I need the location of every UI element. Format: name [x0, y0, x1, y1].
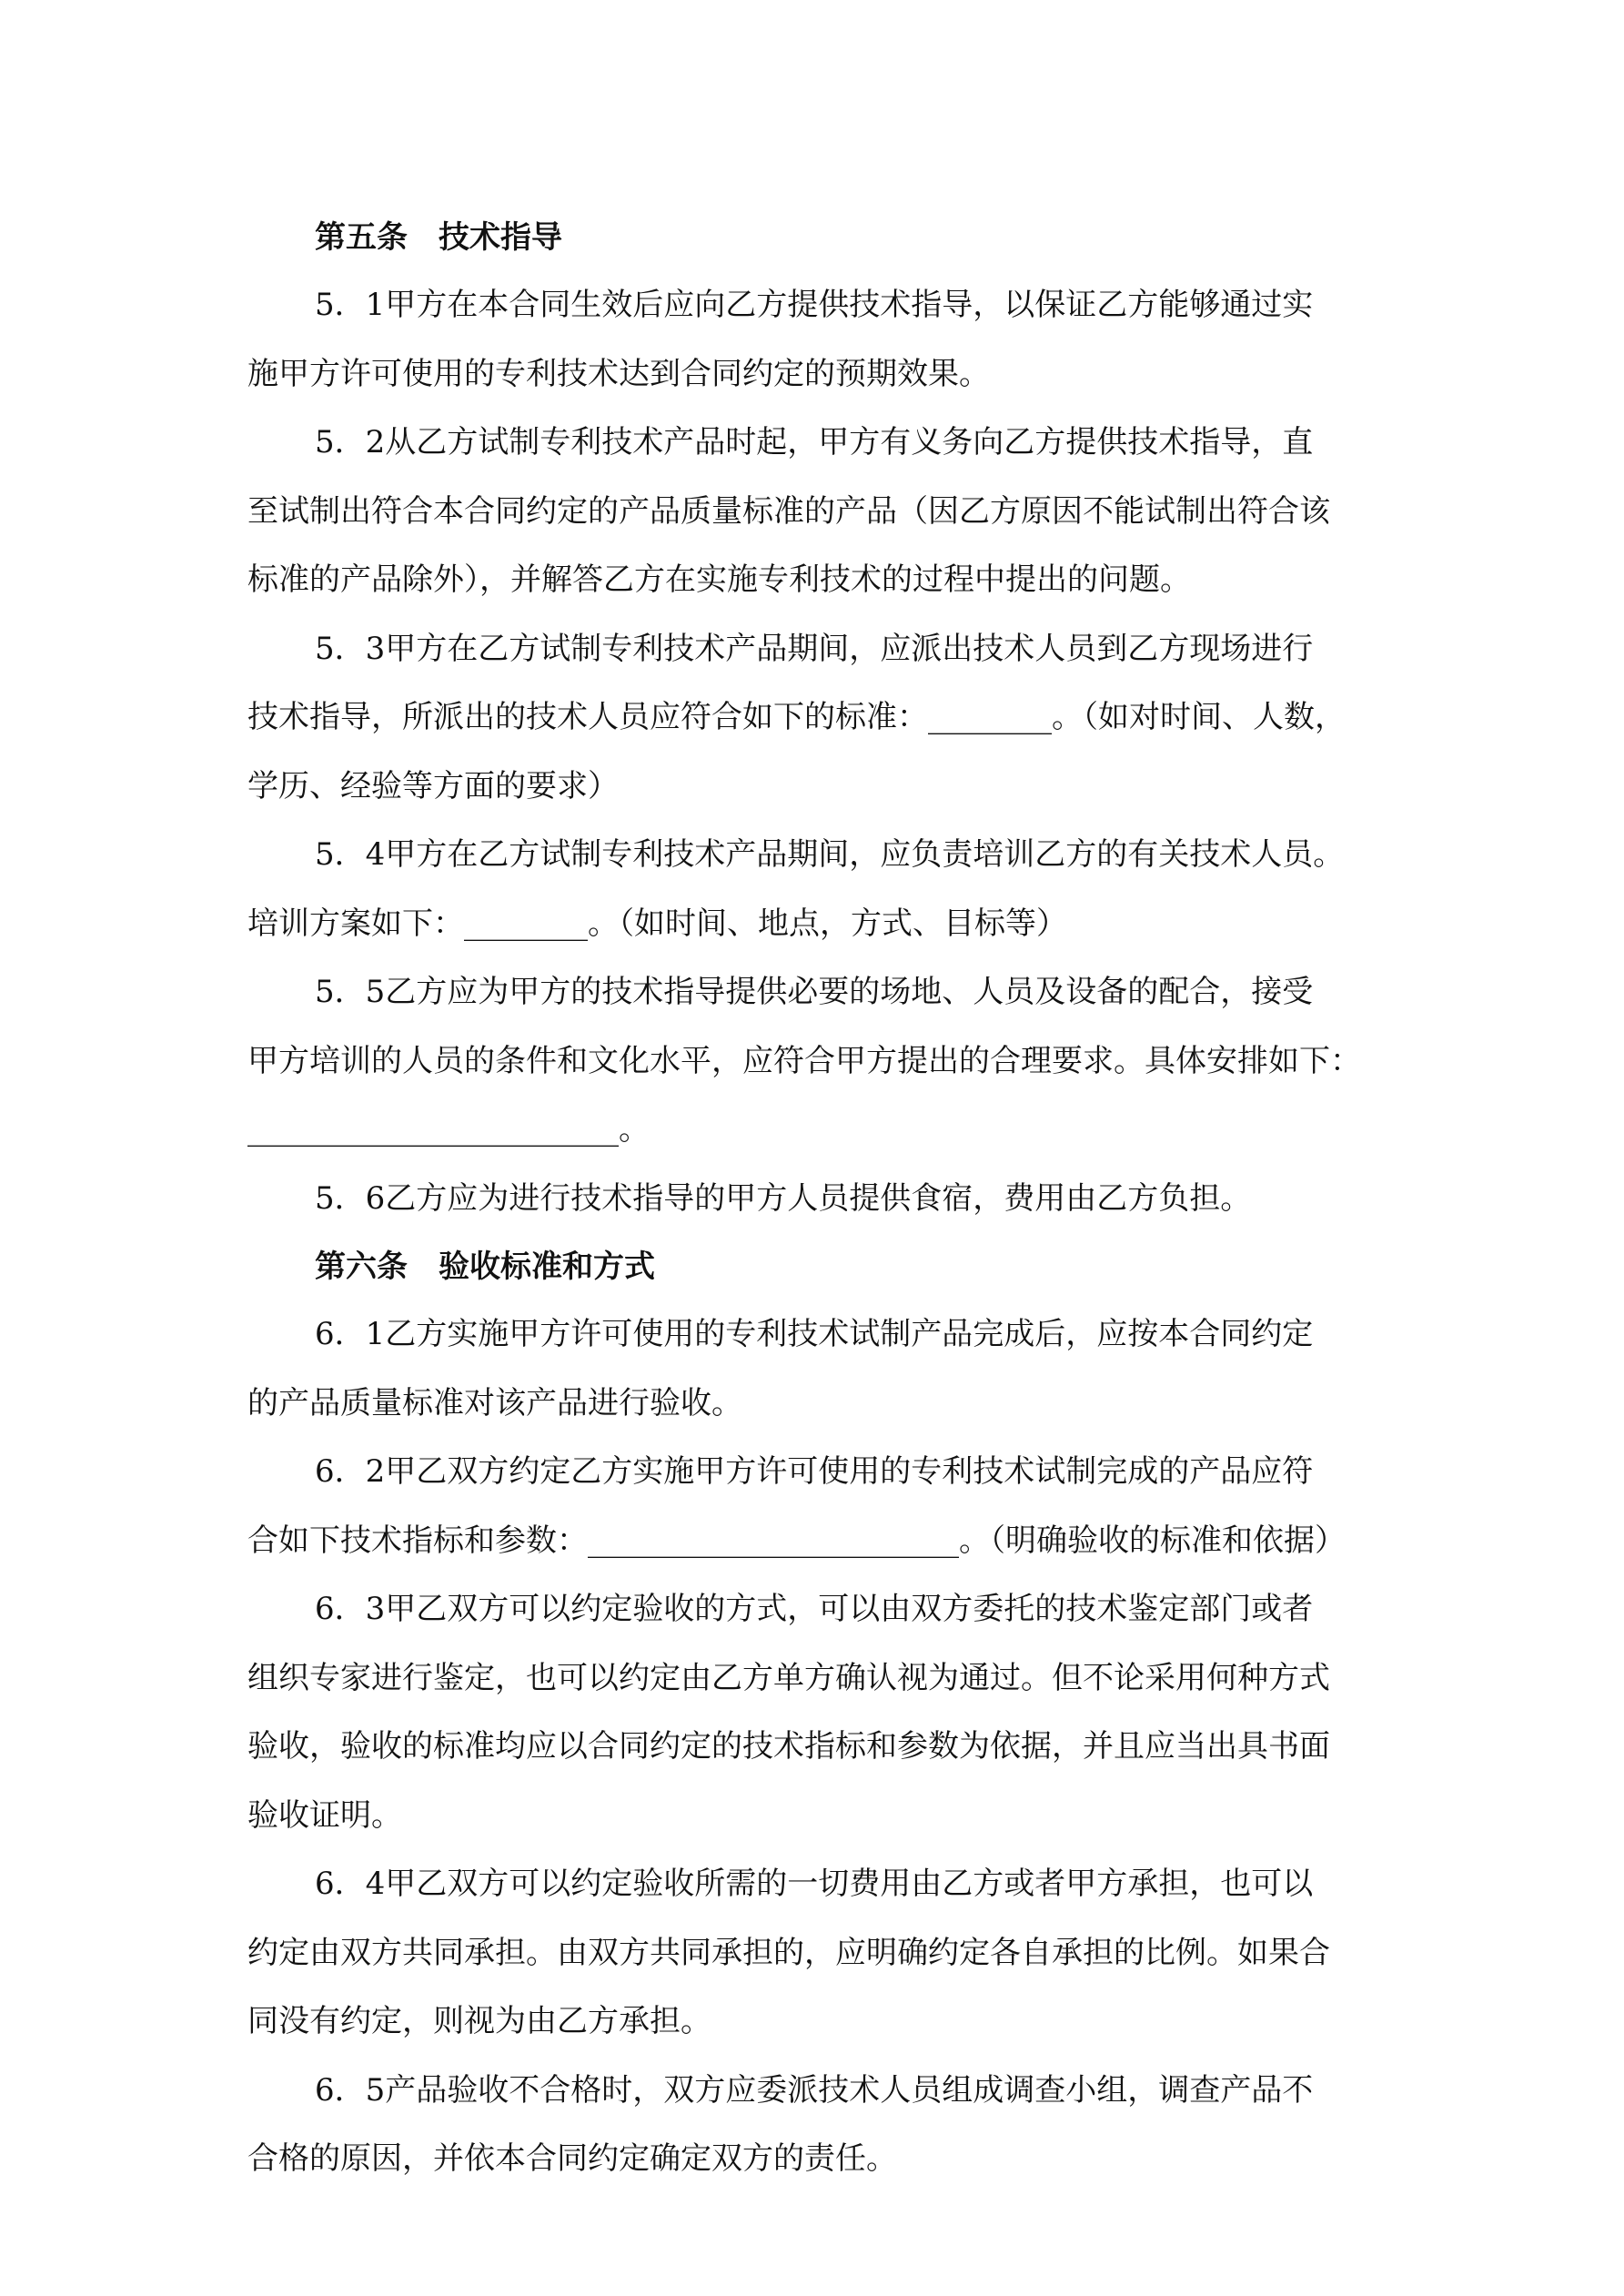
- clause-5-1: [247, 271, 1385, 409]
- clause-line: 甲方培训的人员的条件和文化水平，应符合甲方提出的合理要求。具体安排如下：: [247, 1042, 1361, 1079]
- clause-6-2: [247, 1438, 1385, 1575]
- clause-6-5: [247, 2057, 1385, 2194]
- clause-line: 技术指导，所派出的技术人员应符合如下的标准：________。（如对时间、人数，: [247, 699, 1346, 735]
- clause-line: 5．3甲方在乙方试制专利技术产品期间，应派出技术人员到乙方现场进行: [315, 630, 1314, 667]
- clause-line: 5．2从乙方试制专利技术产品时起，甲方有义务向乙方提供技术指导，直: [315, 424, 1314, 460]
- clause-line: 标准的产品除外），并解答乙方在实施专利技术的过程中提出的问题。: [247, 561, 1191, 598]
- clause-line: 合格的原因，并依本合同约定确定双方的责任。: [247, 2140, 897, 2177]
- clause-line: 施甲方许可使用的专利技术达到合同约定的预期效果。: [247, 355, 990, 392]
- clause-line: 5．4甲方在乙方试制专利技术产品期间，应负责培训乙方的有关技术人员。: [315, 836, 1345, 873]
- section-heading-6: 第六条 验收标准和方式: [315, 1249, 655, 1285]
- clause-line: 5．1甲方在本合同生效后应向乙方提供技术指导，以保证乙方能够通过实: [315, 287, 1314, 323]
- clause-5-5: [247, 958, 1385, 1165]
- clause-line: 6．5产品验收不合格时，双方应委派技术人员组成调查小组，调查产品不: [315, 2071, 1314, 2109]
- clause-line: 5．5乙方应为甲方的技术指导提供必要的场地、人员及设备的配合，接受: [315, 974, 1314, 1010]
- clause-line: 6．4甲乙双方可以约定验收所需的一切费用由乙方或者甲方承担，也可以: [315, 1866, 1314, 1902]
- clause-5-6: [247, 1165, 1385, 1234]
- clause-line: 6．3甲乙双方可以约定验收的方式，可以由双方委托的技术鉴定部门或者: [315, 1591, 1314, 1627]
- clause-line: 验收，验收的标准均应以合同约定的技术指标和参数为依据，并且应当出具书面: [247, 1728, 1330, 1765]
- clause-line: ________________________。: [247, 1111, 650, 1148]
- clause-line: 学历、经验等方面的要求）: [247, 767, 619, 804]
- clause-line: 培训方案如下：________。（如时间、地点，方式、目标等）: [247, 905, 1067, 942]
- clause-line: 6．1乙方实施甲方许可使用的专利技术试制产品完成后，应按本合同约定: [315, 1316, 1314, 1352]
- clause-line: 约定由双方共同承担。由双方共同承担的，应明确约定各自承担的比例。如果合: [247, 1934, 1330, 1971]
- clause-6-1: [247, 1300, 1385, 1438]
- clause-5-2: [247, 409, 1385, 615]
- clause-line: 同没有约定，则视为由乙方承担。: [247, 2003, 711, 2039]
- clause-6-4: [247, 1850, 1385, 2057]
- clause-line: 组织专家进行鉴定，也可以约定由乙方单方确认视为通过。但不论采用何种方式: [247, 1659, 1330, 1696]
- clause-5-3: [247, 615, 1385, 822]
- clause-line: 的产品质量标准对该产品进行验收。: [247, 1384, 742, 1421]
- clause-line: 6．2甲乙双方约定乙方实施甲方许可使用的专利技术试制完成的产品应符: [315, 1453, 1314, 1490]
- clause-line: 5．6乙方应为进行技术指导的甲方人员提供食宿，费用由乙方负担。: [315, 1179, 1252, 1217]
- clause-5-4: [247, 821, 1385, 958]
- clause-line: 至试制出符合本合同约定的产品质量标准的产品（因乙方原因不能试制出符合该: [247, 492, 1330, 530]
- clause-line: 合如下技术指标和参数：________________________。（明确验收的标准和依据）: [247, 1522, 1346, 1559]
- clause-line: 验收证明。: [247, 1796, 402, 1834]
- contract-page: [247, 204, 1385, 2194]
- section-heading-5: 第五条 技术指导: [315, 219, 562, 256]
- clause-6-3: [247, 1575, 1385, 1850]
